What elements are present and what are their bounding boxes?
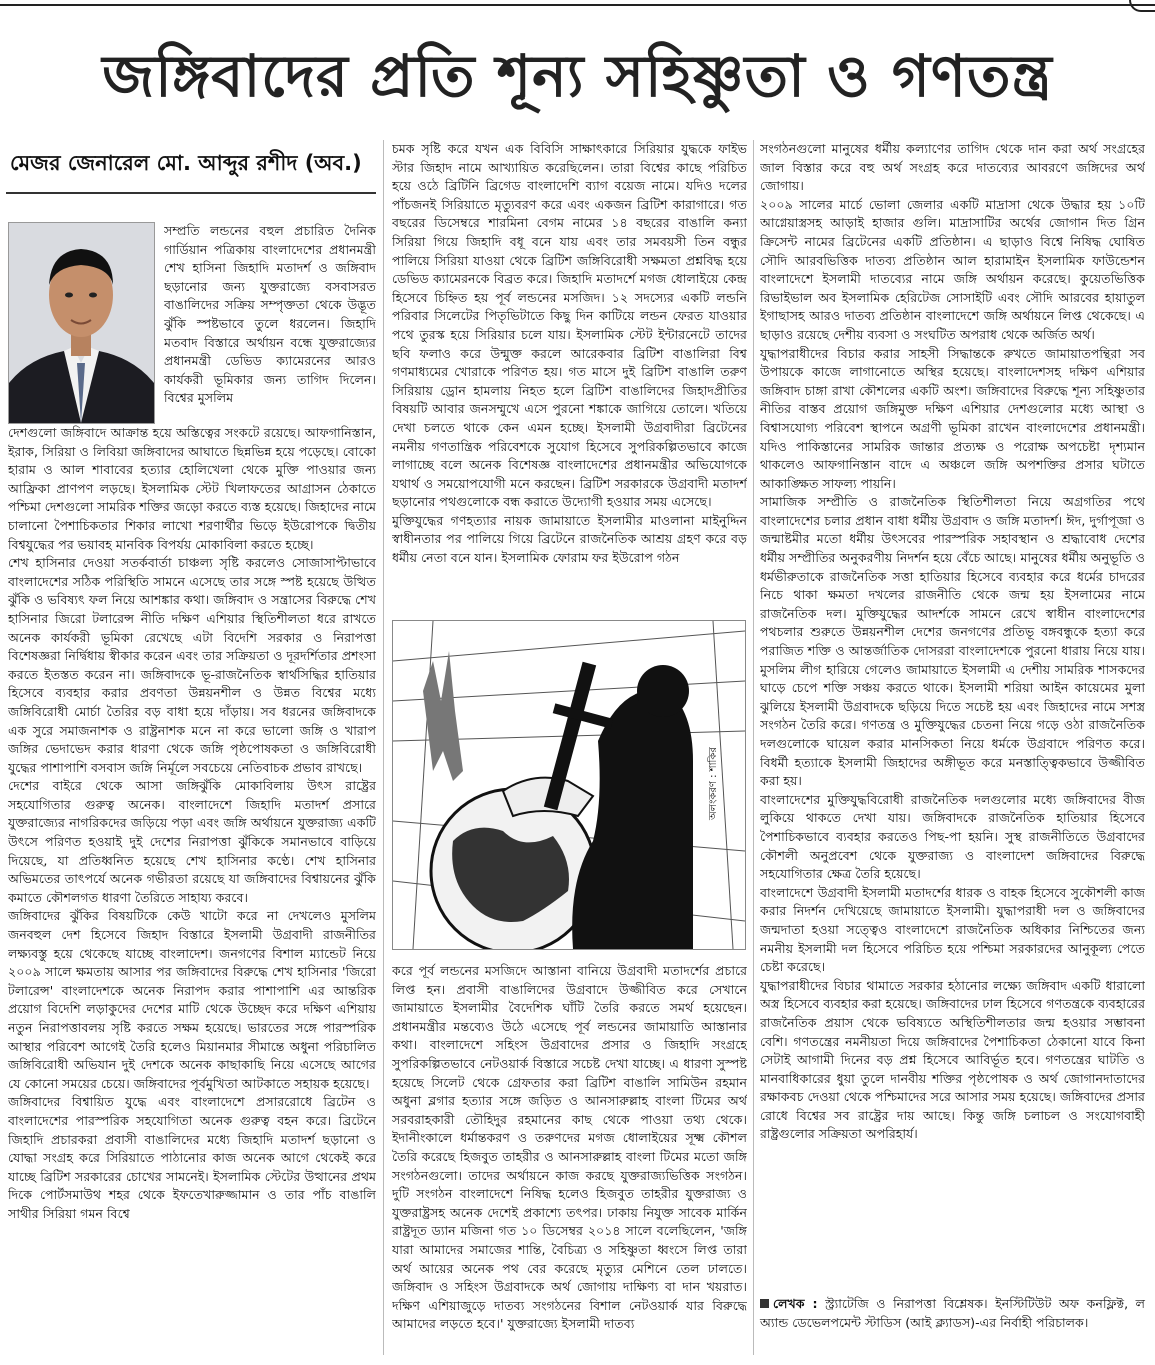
- column-1-intro: [164, 222, 376, 422]
- intro-paragraph: সম্প্রতি লন্ডনের বহুল প্রচারিত দৈনিক গার্ডিয়ান পত্রিকায় বাংলাদেশের প্রধানমন্ত্রী শেখ হাসিনা জিহাদি মতাদর্শ ও জঙ্গিবাদ ছড়ানোর জন্য যুক্তরাজ্যে বসবাসরত বাঙালিদের সক্রিয় সম্পৃক্ততা থেকে উদ্ভূত ঝুঁকি স্পষ্টভাবে তুলে ধরলেন। জিহাদি মতবাদ বিস্তারে অর্থায়ন বন্ধে যুক্তরাজ্যের প্রধানমন্ত্রী ডেভিড ক্যামেরনের আরও কার্যকরী ভূমিকার জন্য তাগিদ দিলেন। বিশ্বের মুসলিম: [164, 223, 376, 406]
- author-portrait-icon: [8, 222, 155, 424]
- column-1: [8, 424, 376, 1354]
- paragraph: দেশের বাইরে থেকে আসা জঙ্গিঝুঁকি মোকাবিলায় উৎস রাষ্ট্রের সহযোগিতার গুরুত্ব অনেক। বাংলাদেশে জিহাদি মতাদর্শ প্রসারে যুক্তরাজ্যের নাগরিকদের জড়িয়ে পড়া এবং জঙ্গি অর্থায়নে যুক্তরাজ্য একটি উৎসে পরিণত হওয়াই দুই দেশের নিরাপত্তা ঝুঁকিকে সমানভাবে বাড়িয়ে দিয়েছে, যা প্রতিধ্বনিত হয়েছে শেখ হাসিনার কণ্ঠে। শেখ হাসিনার অভিমতের তাৎপর্যে অনেক গভীরতা রয়েছে যা জঙ্গিবাদের বিশ্বায়নের ঝুঁকি কমাতে কৌশলগত ধারণা তৈরিতে সাহায্য করবে।: [8, 778, 376, 905]
- paragraph: যুদ্ধাপরাধীদের বিচার করার সাহসী সিদ্ধান্তকে রুখতে জামায়াতপন্থিরা সব উপায়কে কাজে লাগানোতে অস্থির হয়েছে। বাংলাদেশসহ দক্ষিণ এশিয়ার জঙ্গিবাদ চাঙ্গা রাখা কৌশলের একটি অংশ। জঙ্গিবাদের বিরুদ্ধে শূন্য সহিষ্ণুতার নীতির বাস্তব প্রয়োগ জঙ্গিমুক্ত দক্ষিণ এশিয়ার দেশগুলোর মধ্যে আস্থা ও বিশ্বাসযোগ্য পরিবেশ স্থাপনে অগ্রণী ভূমিকা রাখেন বাংলাদেশের প্রধানমন্ত্রী। যদিও পাকিস্তানের সামরিক জান্তার প্রত্যক্ষ ও পরোক্ষ অপচেষ্টা দৃশ্যমান থাকলেও আফগানিস্তান বাদে এ অঞ্চলে জঙ্গি অপশক্তির প্রসার ঘটাতে আকাঙ্ক্ষিত সাফল্য পায়নি।: [760, 345, 1145, 491]
- paragraph: বাংলাদেশের মুক্তিযুদ্ধবিরোধী রাজনৈতিক দলগুলোর মধ্যে জঙ্গিবাদের বীজ লুকিয়ে থাকতে দেখা যায়। জঙ্গিবাদকে রাজনৈতিক হাতিয়ার হিসেবে পৈশাচিকভাবে ব্যবহার করতেও পিছ-পা হয়নি। সুস্থ রাজনীতিতে উগ্রবাদের কৌশলী অনুপ্রবেশ থেকে যুক্তরাজ্য ও বাংলাদেশ জঙ্গিবাদের বিরুদ্ধে সহযোগিতার ক্ষেত্র তৈরি হয়েছে।: [760, 791, 1145, 882]
- author-note-label: লেখক :: [773, 1296, 818, 1311]
- paragraph: যুদ্ধাপরাধীদের বিচার থামাতে সরকার হঠানোর লক্ষ্যে জঙ্গিবাদ একটি ধারালো অস্ত্র হিসেবে ব্যবহার করা হয়েছে। জঙ্গিবাদের ঢাল হিসেবে গণতন্ত্রকে ব্যবহারের রাজনৈতিক প্রয়াস থেকে ভবিষ্যতে অস্থিতিশীলতার জন্ম হওয়ার সম্ভাবনা বেশি। গণতন্ত্রের নমনীয়তা দিয়ে জঙ্গিবাদের পৈশাচিকতা ঠেকানো যাবে কিনা সেটাই আগামী দিনের বড় প্রশ্ন হিসেবে আবির্ভূত হবে। গণতন্ত্রের ঘাটতি ও মানবাধিকারের ধুয়া তুলে দানবীয় শক্তির পৃষ্ঠপোষক ও অর্থ জোগানদাতাদের রক্ষাকবচ দেওয়া থেকে পশ্চিমাদের সরে আসার সময় হয়েছে। জঙ্গিবাদের প্রসার রোধে বিশ্বের সব রাষ্ট্রের দায় আছে। কিন্তু জঙ্গি চলাচল ও সংযোগবাহী রাষ্ট্রগুলোর সক্রিয়তা অপরিহার্য।: [760, 977, 1145, 1142]
- bullet-square-icon: [760, 1299, 769, 1308]
- column-2-bottom: [392, 962, 747, 1357]
- top-rule: [0, 4, 1155, 6]
- top-corner-ornament: [1129, 0, 1155, 12]
- headline: জঙ্গিবাদের প্রতি শূন্য সহিষ্ণুতা ও গণতন্ত্র: [102, 42, 1053, 110]
- paragraph: চমক সৃষ্টি করে যখন এক বিবিসি সাক্ষাৎকারে সিরিয়ার যুদ্ধকে ফাইভ স্টার জিহাদ নামে আখ্যায়িত করেছিলেন। তারা বিশ্বের কাছে পরিচিত হয়ে ওঠে ব্রিটিনি ব্রিগেড বাংলাদেশি ব্যাগ বয়েজ নামে। যদিও দলের পাঁচজনই সিরিয়াতে মৃত্যুবরণ করে এবং একজন ব্রিটিশ কারাগারে। গত বছরের ডিসেম্বরে শারমিনা বেগম নামের ১৪ বছরের বাঙালি কন্যা সিরিয়া গিয়ে জিহাদি বধূ বনে যায় এবং তার সমবয়সী তিন বন্ধুর পালিয়ে সিরিয়া যাওয়া থেকে ব্রিটিশ জঙ্গিবিরোধী সক্ষমতা প্রশ্নবিদ্ধ হয়ে ডেভিড ক্যামেরনকে বিব্রত করে। জিহাদি মতাদর্শে মগজ ধোলাইয়ে কেন্দ্র হিসেবে চিহ্নিত হয় পূর্ব লন্ডনের মসজিদ। ১২ সদস্যের একটি লন্ডনি পরিবার সিলেটের পিতৃভিটাতে কিছু দিন কাটিয়ে লন্ডন ফেরত যাওয়ার পথে তুরস্ক হয়ে সিরিয়ার চলে যায়। ইসলামিক স্টেট ইন্টারনেটে তাদের ছবি ফলাও করে উন্মুক্ত করলে আরেকবার ব্রিটিশ বাঙালিরা বিশ্ব গণমাধ্যমের খোরাকে পরিণত হয়। গত মাসে দুই ব্রিটিশ বাঙালি তরুণ সিরিয়ায় ড্রোন হামলায় নিহত হলে ব্রিটিশ বাঙালিদের জিহাদপ্রীতির বিষয়টি আবার জনসম্মুখে এসে পুরনো শঙ্কাকে জাগিয়ে তোলে। খতিয়ে দেখা চলতে থাকে কেন এমন হচ্ছে। ইসলামী উগ্রবাদীরা ব্রিটেনের নমনীয় গণতান্ত্রিক পরিবেশকে সুযোগ হিসেবে সুপরিকল্পিতভাবে কাজে লাগাচ্ছে বলে অনেক বিশেষজ্ঞ বাংলাদেশের প্রধানমন্ত্রীর অভিযোগকে যথার্থ ও সময়োপযোগী মনে করছেন। ব্রিটিশ সরকারকে উগ্রবাদী মতাদর্শ ছড়ানোর পথগুলোকে বন্ধ করাতে উদ্যোগী হওয়ার সময় এসেছে।: [392, 141, 747, 510]
- column-2-top: [392, 140, 747, 615]
- cartoon-credit: অলংকরণ : শাকির: [708, 747, 719, 820]
- paragraph: শেখ হাসিনার দেওয়া সতর্কবার্তা চাঞ্চল্য সৃষ্টি করলেও সোজাসাপ্টাভাবে বাংলাদেশের সঠিক পরিস্থিতি সামনে এসেছে তার সঙ্গে স্পষ্ট হয়েছে উত্থিত ঝুঁকি ও ভবিষ্যৎ ফল নিয়ে আশঙ্কার কথা। জঙ্গিবাদ ও সন্ত্রাসের বিরুদ্ধে শেখ হাসিনার জিরো টলারেন্স নীতি দক্ষিণ এশিয়ার স্থিতিশীলতা ধরে রাখতে অনেক কার্যকরী ভূমিকা রেখেছে এটা বিদেশি সরকার ও নিরাপত্তা বিশেষজ্ঞরা নির্দ্বিধায় স্বীকার করেন এবং তার সক্রিয়তা ও দূরদর্শিতার প্রশংসা করতে ইতস্তত করেন না। জঙ্গিবাদকে ভূ-রাজনৈতিক স্বার্থসিদ্ধির হাতিয়ার হিসেবে ব্যবহার করার প্রবণতা উন্নয়নশীল ও উন্নত বিশ্বের মধ্যে জঙ্গিবিরোধী মোর্চা তৈরির বড় বাধা হয়ে দাঁড়ায়। সব ধরনের জঙ্গিবাদকে এক সুরে সমাজনাশক ও রাষ্ট্রনাশক মনে না করে ভালো জঙ্গি ও খারাপ জঙ্গির ভেদাভেদ করার ধারণা থেকে জঙ্গি পৃষ্ঠপোষকতা ও জঙ্গিবিরোধী যুদ্ধের পাশাপাশি বসবাস জঙ্গি নির্মূলে সবচেয়ে নেতিবাচক প্রভাব রাখছে।: [8, 555, 376, 775]
- paragraph: ২০০৯ সালের মার্চে ভোলা জেলার একটি মাদ্রাসা থেকে উদ্ধার হয় ১০টি আগ্নেয়াস্ত্রসহ আড়াই হাজার গুলি। মাদ্রাসাটির অর্থের জোগান দিত গ্রিন ক্রিসেন্ট নামের ব্রিটেনের একটি প্রতিষ্ঠান। এ ছাড়াও বিশ্বে নিষিদ্ধ ঘোষিত সৌদি আরবভিত্তিক দাতব্য প্রতিষ্ঠান আল হারামাইন ইসলামিক ফাউন্ডেশন বাংলাদেশে ইসলামী দাতব্যের নামে জঙ্গি অর্থায়ন করেছে। কুয়েতভিত্তিক রিভাইভাল অব ইসলামিক হেরিটেজ সোসাইটি এবং সৌদি আরবের হায়াতুল ইগাছাসহ আরও দাতব্য প্রতিষ্ঠান বাংলাদেশে জঙ্গি অর্থায়নে লিপ্ত থেকেছে। এ ছাড়াও রয়েছে দেশীয় ব্যবসা ও সংঘটিত অপরাধ থেকে অর্জিত অর্থ।: [760, 196, 1145, 342]
- militant-cartoon-icon: [392, 620, 746, 950]
- author-note: [760, 1295, 1145, 1332]
- column-divider: [753, 140, 754, 1355]
- paragraph: জঙ্গিবাদের বিশ্বায়িত যুদ্ধে এবং বাংলাদেশে প্রসাররোধে ব্রিটেন ও বাংলাদেশের পারস্পরিক সহযোগিতা অনেক গুরুত্ব বহন করে। ব্রিটেনে জিহাদি প্রচারকরা প্রবাসী বাঙালিদের মধ্যে জিহাদি মতাদর্শ ছড়ানো ও যোদ্ধা সংগ্রহ করে সিরিয়াতে পাঠানোর কাজ অনেক আগে থেকেই করে যাচ্ছে ব্রিটিশ সরকারের চোখের সামনেই। ইসলামিক স্টেটের উত্থানের প্রথম দিকে পোর্টসমাউথ শহর থেকে ইফতেখারুজ্জামান ও তার পাঁচ বাঙালি সাথীর সিরিয়া গমন বিশ্বে: [8, 1094, 376, 1221]
- paragraph: সামাজিক সম্প্রীতি ও রাজনৈতিক স্থিতিশীলতা নিয়ে অগ্রগতির পথে বাংলাদেশের চলার প্রধান বাধা ধর্মীয় উগ্রবাদ ও জঙ্গি মতাদর্শ। ঈদ, দুর্গাপূজা ও জন্মাষ্টমীর মতো ধর্মীয় উৎসবের পারস্পরিক সহাবস্থান ও শ্রদ্ধাবোধ দেশের ধর্মীয় সম্প্রীতির অনুকরণীয় নিদর্শন হয়ে বেঁচে আছে। মানুষের ধর্মীয় অনুভূতি ও ধর্মভীরুতাকে রাজনৈতিক সত্তা হাতিয়ার হিসেবে ব্যবহার করে ধর্মের চাদরের নিচে থাকা ক্ষমতা দখলের রাজনীতি থেকে জন্ম হয় ইসলামের নামে রাজনৈতিক দল। মুক্তিযুদ্ধের আদর্শকে সামনে রেখে স্বাধীন বাংলাদেশের পথচলার শুরুতে উন্নয়নশীল দেশের জনগণের প্রতিভূ বঙ্গবন্ধুকে হত্যা করে পরাজিত শক্তি ও আন্তর্জাতিক দোসররা বাংলাদেশকে পুরনো ধারায় নিয়ে যায়। মুসলিম লীগ হারিয়ে গেলেও জামায়াতে ইসলামী এ দেশীয় সামরিক শাসকদের ঘাড়ে চেপে শক্তি সঞ্চয় করতে থাকে। ইসলামী শরিয়া আইন কায়েমের মুলা ঝুলিয়ে ইসলামী উগ্রবাদকে ছড়িয়ে দিতে সচেষ্ট হয় এবং জিহাদের নামে সশস্ত্র সংগঠন তৈরি করে। গণতন্ত্র ও মুক্তিযুদ্ধের চেতনা নিয়ে গড়ে ওঠা রাজনৈতিক দলগুলোকে ঘায়েল করার মানসিকতা নিয়ে ধর্মকে উগ্রবাদে পরিণত করে। বিধর্মী হত্যাকে ইসলামী জিহাদের অঙ্গীভূত করে মনস্তাত্ত্বিকভাবে উজ্জীবিত করা হয়।: [760, 494, 1145, 789]
- column-divider: [383, 140, 384, 1355]
- paragraph: বাংলাদেশে উগ্রবাদী ইসলামী মতাদর্শের ধারক ও বাহক হিসেবে সুকৌশলী কাজ করার নিদর্শন দেখিয়েছে জামায়াতে ইসলামী। যুদ্ধাপরাধী দল ও জঙ্গিবাদের জন্মদাতা হওয়া সত্ত্বেও বাংলাদেশে রাজনৈতিক অধিকার নিশ্চিতের জন্য নমনীয় ইসলামী দল হিসেবে পরিচিত হয়ে পশ্চিমা সরকারদের আনুকূল্য পেতে চেষ্টা করেছে।: [760, 884, 1145, 975]
- column-3: [760, 140, 1145, 1290]
- paragraph: মুক্তিযুদ্ধের গণহত্যার নায়ক জামায়াতে ইসলামীর মাওলানা মাইনুদ্দিন স্বাধীনতার পর পালিয়ে গিয়ে ব্রিটেনে রাজনৈতিক আশ্রয় গ্রহণ করে বড় ধর্মীয় নেতা বনে যান। ইসলামিক ফোরাম ফর ইউরোপ গঠন: [392, 512, 747, 566]
- byline: মেজর জেনারেল মো. আব্দুর রশীদ (অব.): [10, 151, 362, 175]
- paragraph: সংগঠনগুলো মানুষের ধর্মীয় কল্যাণের তাগিদ থেকে দান করা অর্থ সংগ্রহের জাল বিস্তার করে বহু অর্থ সংগ্রহ করে দাতব্যের আবরণে জঙ্গিদের অর্থ জোগায়।: [760, 141, 1145, 194]
- paragraph: করে পূর্ব লন্ডনের মসজিদে আস্তানা বানিয়ে উগ্রবাদী মতাদর্শের প্রচারে লিপ্ত হন। প্রবাসী বাঙালিদের উগ্রবাদে উজ্জীবিত করে সেখানে জামায়াতে ইসলামীর বৈদেশিক ঘাঁটি তৈরি করতে সমর্থ হয়েছেন। প্রধানমন্ত্রীর মন্তব্যেও উঠে এসেছে পূর্ব লন্ডনের জামায়াতি আস্তানার কথা। বাংলাদেশে সহিংস উগ্রবাদের প্রসার ও জিহাদি সংগ্রহে সুপরিকল্পিতভাবে নেটওয়ার্ক বিস্তারে সচেষ্ট দেখা যাচ্ছে। এ ধারণা সুস্পষ্ট হয়েছে সিলেট থেকে গ্রেফতার করা ব্রিটিশ বাঙালি সামিউন রহমান অধুনা ব্লগার হত্যার সঙ্গে জড়িত ও আনসারুল্লাহ বাংলা টিমের অর্থ সরবরাহকারী তৌহিদুর রহমানের কাছ থেকে পাওয়া তথ্য থেকে। ইদানীংকালে ধর্মান্তকরণ ও তরুণদের মগজ ধোলাইয়ের সূক্ষ্ম কৌশল তৈরি করেছে হিজবুত তাহরীর ও আনসারুল্লাহ বাংলা টিমের মতো জঙ্গি সংগঠনগুলো। তাদের অর্থায়নে কাজ করছে যুক্তরাজ্যভিত্তিক সংগঠন। দুটি সংগঠন বাংলাদেশে নিষিদ্ধ হলেও হিজবুত তাহরীর যুক্তরাজ্য ও যুক্তরাষ্ট্রসহ অনেক দেশেই প্রকাশ্যে তৎপর। ঢাকায় নিযুক্ত সাবেক মার্কিন রাষ্ট্রদূত ড্যান মজিনা গত ১০ ডিসেম্বর ২০১৪ সালে বলেছিলেন, 'জঙ্গি যারা আমাদের সমাজের শান্তি, বৈচিত্র্য ও সহিষ্ণুতা ধ্বংসে লিপ্ত তারা অর্থ আয়ের অনেক পথ বের করেছে মৃত্যুর মেশিনে তেল ঢালতে। জঙ্গিবাদ ও সহিংস উগ্রবাদকে অর্থ জোগায় দাক্ষিণ্য বা দান খয়রাত। দক্ষিণ এশিয়াজুড়ে দাতব্য সংগঠনের বিশাল নেটওয়ার্ক যার বিরুদ্ধে আমাদের লড়তে হবে।' যুক্তরাজ্যে ইসলামী দাতব্য: [392, 963, 747, 1332]
- author-note-text: স্ট্র্যাটেজি ও নিরাপত্তা বিশ্লেষক। ইনস্টিটিউট অফ কনফ্লিক্ট, ল অ্যান্ড ডেভেলপমেন্ট স্টাডিস (আই ক্ল্যাডস)-এর নির্বাহী পরিচালক।: [760, 1296, 1145, 1330]
- byline-rule: [6, 192, 376, 194]
- paragraph: দেশগুলো জঙ্গিবাদে আক্রান্ত হয়ে অস্তিত্বের সংকটে রয়েছে। আফগানিস্তান, ইরাক, সিরিয়া ও লিবিয়া জঙ্গিবাদের আঘাতে ছিন্নভিন্ন হয়ে পড়েছে। বোকো হারাম ও আল শাবাবের হত্যার হোলিখেলা থেকে মুক্তি পাওয়ার জন্য আফ্রিকা প্রাণপণ লড়ছে। ইসলামিক স্টেট খিলাফতের আগ্রাসন ঠেকাতে পশ্চিমা দেশগুলো সামরিক শক্তির জড়ো করতে ব্যস্ত হয়েছে। জিহাদের নামে চালানো পৈশাচিকতার শিকার লাখো শরণার্থীর ভিড়ে ইউরোপকে দ্বিতীয় বিশ্বযুদ্ধের পর ভয়াবহ মানবিক বিপর্যয় মোকাবিলা করতে হচ্ছে।: [8, 425, 376, 552]
- paragraph: জঙ্গিবাদের ঝুঁকির বিষয়টিকে কেউ খাটো করে না দেখলেও মুসলিম জনবহুল দেশ হিসেবে জিহাদ বিস্তারে ইসলামী উগ্রবাদী রাজনীতির লক্ষ্যবস্তু হয়ে থেকেছে যাচ্ছে বাংলাদেশ। জনগণের বিশাল ম্যান্ডেট নিয়ে ২০০৯ সালে ক্ষমতায় আসার পর জঙ্গিবাদের বিরুদ্ধে শেখ হাসিনার 'জিরো টলারেন্স' বাংলাদেশকে অনেক নিরাপদ করার পাশাপাশি এর আন্তরিক প্রয়োগ বিদেশি লড়াকুদের দেশের মাটি থেকে উচ্ছেদ করে দক্ষিণ এশিয়ায় নতুন নিরাপত্তাবলয় সৃষ্টি করতে সক্ষম হয়েছে। ভারতের সঙ্গে পারস্পরিক আস্থার পরিবেশ আগেই তৈরি হলেও মিয়ানমার সীমান্তে অধুনা পরিচালিত জঙ্গিবিরোধী অভিযান দুই দেশকে অনেক কাছাকাছি নিয়ে এসেছে আগের যে কোনো সময়ের চেয়ে। জঙ্গিবাদের পূর্বমুখিতা আটকাতে সহায়ক হয়েছে।: [8, 908, 376, 1091]
